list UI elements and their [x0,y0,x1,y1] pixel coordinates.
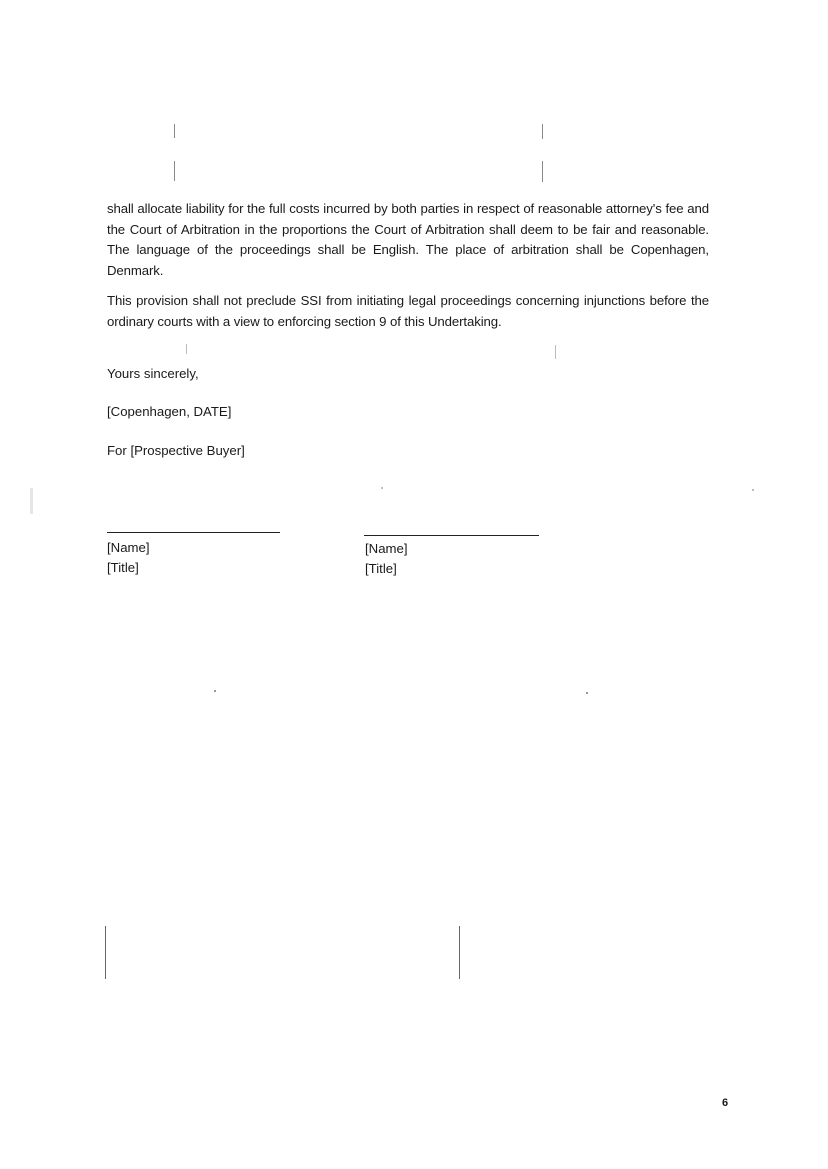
signing-party: For [Prospective Buyer] [107,443,245,458]
scan-artifact-mark [542,161,543,182]
scan-dot [381,487,383,489]
signatory-name-right: [Name] [365,541,408,556]
signatory-title-left: [Title] [107,560,139,575]
scan-smudge [30,488,33,514]
signatory-title-right: [Title] [365,561,397,576]
place-and-date: [Copenhagen, DATE] [107,404,232,419]
page-number: 6 [722,1097,729,1109]
signatory-name-left: [Name] [107,540,150,555]
arbitration-paragraph: shall allocate liability for the full costs incurred by both parties in respect of reasonable attorney's fee and the Court of Arbitration in the proportions the Court of Arbitration shall deem to be fair and reasonable. The language of the proceedings shall be English. The place of arbitration shall be Copenhagen, Denmark. [107,201,709,278]
closing-salutation: Yours sincerely, [107,366,199,381]
scan-artifact-mark [542,124,543,139]
scan-artifact-mark [174,124,175,138]
scan-dot [214,690,216,692]
scan-artifact-mark [555,345,556,359]
scan-artifact-mark [459,926,460,979]
signature-line-left [107,532,280,533]
signature-line-right [364,535,539,536]
injunction-paragraph: This provision shall not preclude SSI from initiating legal proceedings concerning injunctions before the ordinary courts with a view to enforcing section 9 of this Undertaking. [107,293,709,329]
scan-artifact-mark [105,926,106,979]
scan-dot [586,692,588,694]
scan-artifact-mark [174,161,175,181]
scan-dot [752,489,754,491]
scan-artifact-mark [186,344,187,354]
